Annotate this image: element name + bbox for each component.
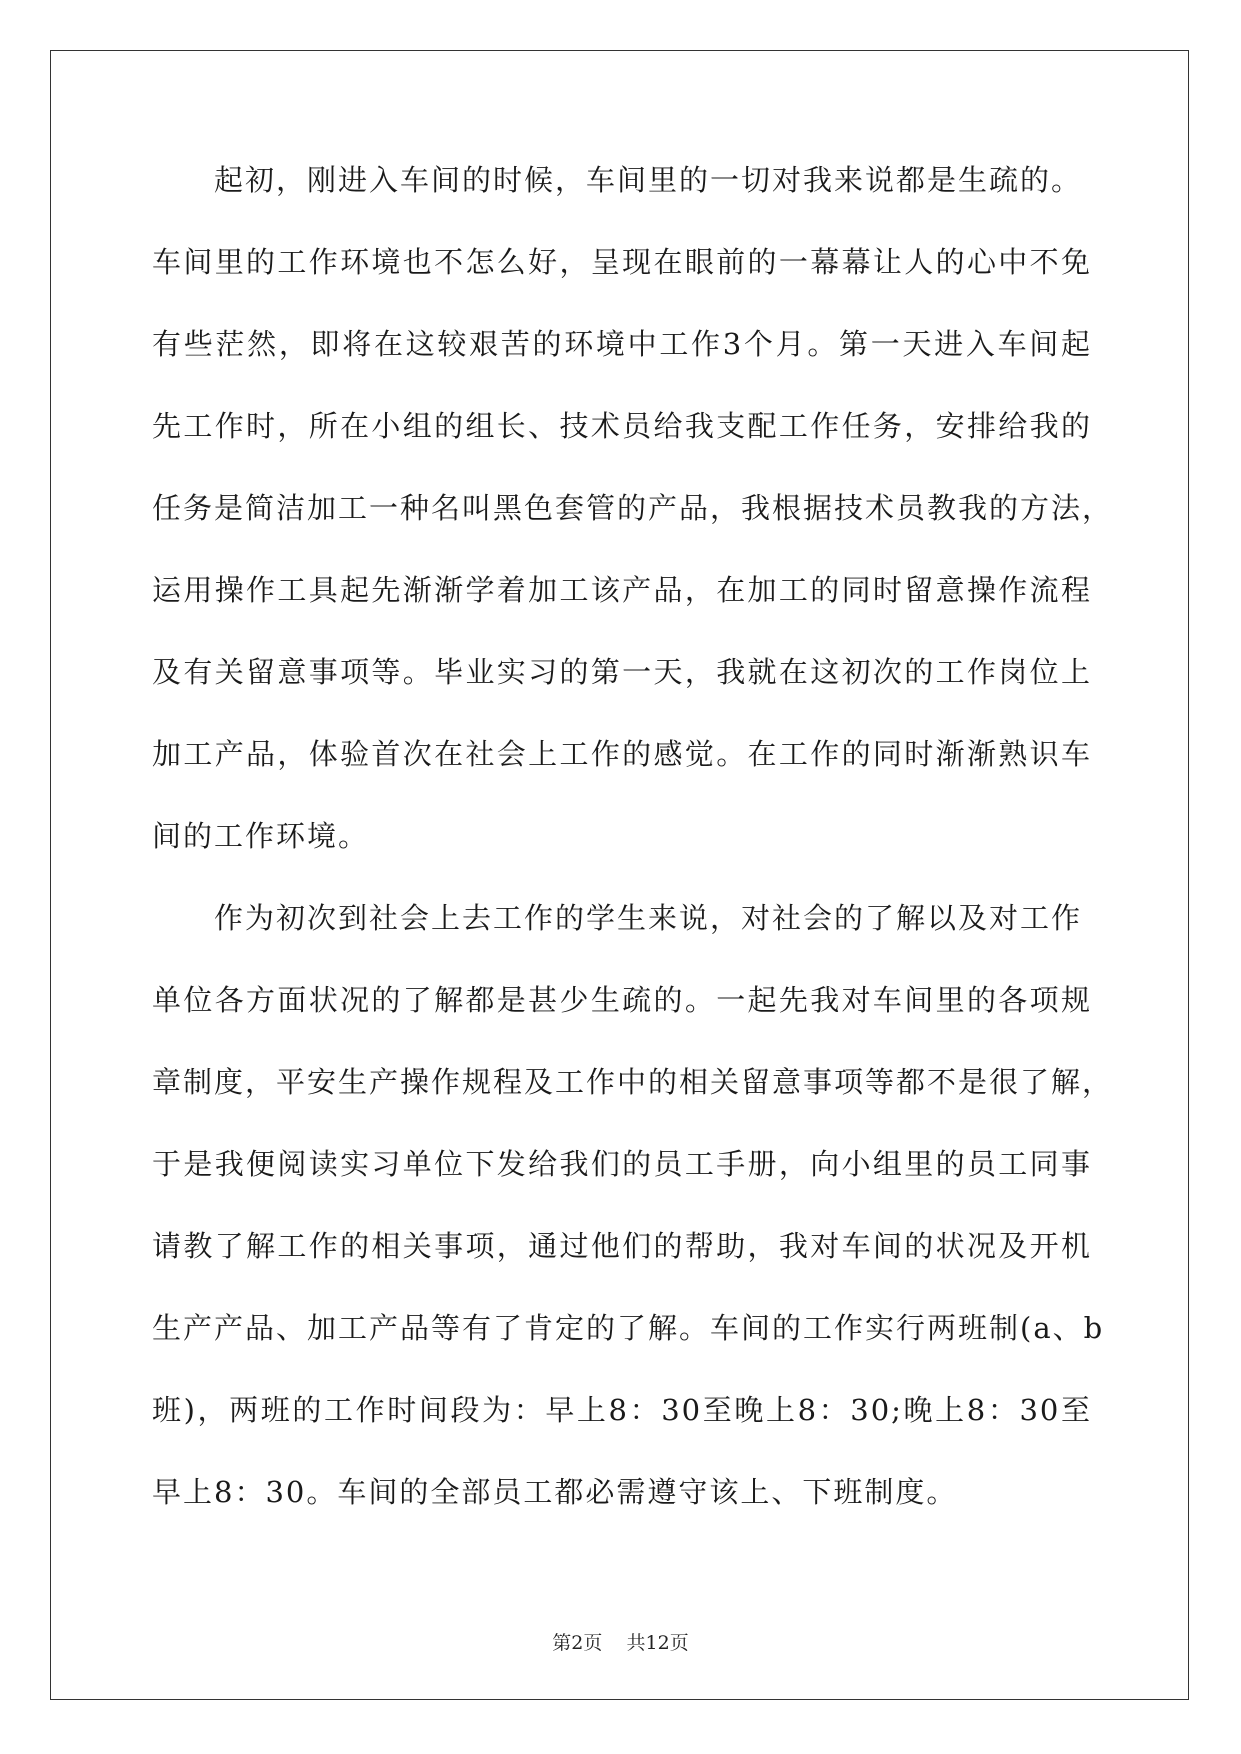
page-number: 第2页 bbox=[552, 1632, 603, 1654]
paragraph-1-line-3: 有些茫然，即将在这较艰苦的环境中工作3个月。第一天进入车间起 bbox=[152, 327, 1092, 361]
paragraph-1-line-2: 车间里的工作环境也不怎么好，呈现在眼前的一幕幕让人的心中不免 bbox=[152, 245, 1092, 279]
paragraph-2-line-8: 早上8：30。车间的全部员工都必需遵守该上、下班制度。 bbox=[152, 1475, 958, 1509]
paragraph-2-line-7: 班)，两班的工作时间段为：早上8：30至晚上8：30;晚上8：30至 bbox=[152, 1393, 1092, 1427]
paragraph-2-line-5: 请教了解工作的相关事项，通过他们的帮助，我对车间的状况及开机 bbox=[152, 1229, 1092, 1263]
paragraph-2-line-6: 生产产品、加工产品等有了肯定的了解。车间的工作实行两班制(a、b bbox=[152, 1311, 1105, 1345]
paragraph-1-line-9: 间的工作环境。 bbox=[152, 819, 370, 853]
paragraph-2-line-3: 章制度，平安生产操作规程及工作中的相关留意事项等都不是很了解， bbox=[152, 1065, 1114, 1099]
page-footer bbox=[0, 1628, 1241, 1655]
paragraph-2-line-1: 作为初次到社会上去工作的学生来说，对社会的了解以及对工作 bbox=[214, 901, 1083, 935]
paragraph-1-line-4: 先工作时，所在小组的组长、技术员给我支配工作任务，安排给我的 bbox=[152, 409, 1092, 443]
paragraph-1-line-8: 加工产品，体验首次在社会上工作的感觉。在工作的同时渐渐熟识车 bbox=[152, 737, 1092, 771]
document-body bbox=[152, 155, 1114, 1549]
paragraph-1-line-1: 起初，刚进入车间的时候，车间里的一切对我来说都是生疏的。 bbox=[214, 163, 1083, 197]
paragraph-1-line-5: 任务是简洁加工一种名叫黑色套管的产品，我根据技术员教我的方法， bbox=[152, 491, 1114, 525]
paragraph-1-line-7: 及有关留意事项等。毕业实习的第一天，我就在这初次的工作岗位上 bbox=[152, 655, 1092, 689]
paragraph-2-line-2: 单位各方面状况的了解都是甚少生疏的。一起先我对车间里的各项规 bbox=[152, 983, 1092, 1017]
paragraph-2-line-4: 于是我便阅读实习单位下发给我们的员工手册，向小组里的员工同事 bbox=[152, 1147, 1092, 1181]
paragraph-1-line-6: 运用操作工具起先渐渐学着加工该产品，在加工的同时留意操作流程 bbox=[152, 573, 1092, 607]
page-total: 共12页 bbox=[626, 1632, 689, 1654]
